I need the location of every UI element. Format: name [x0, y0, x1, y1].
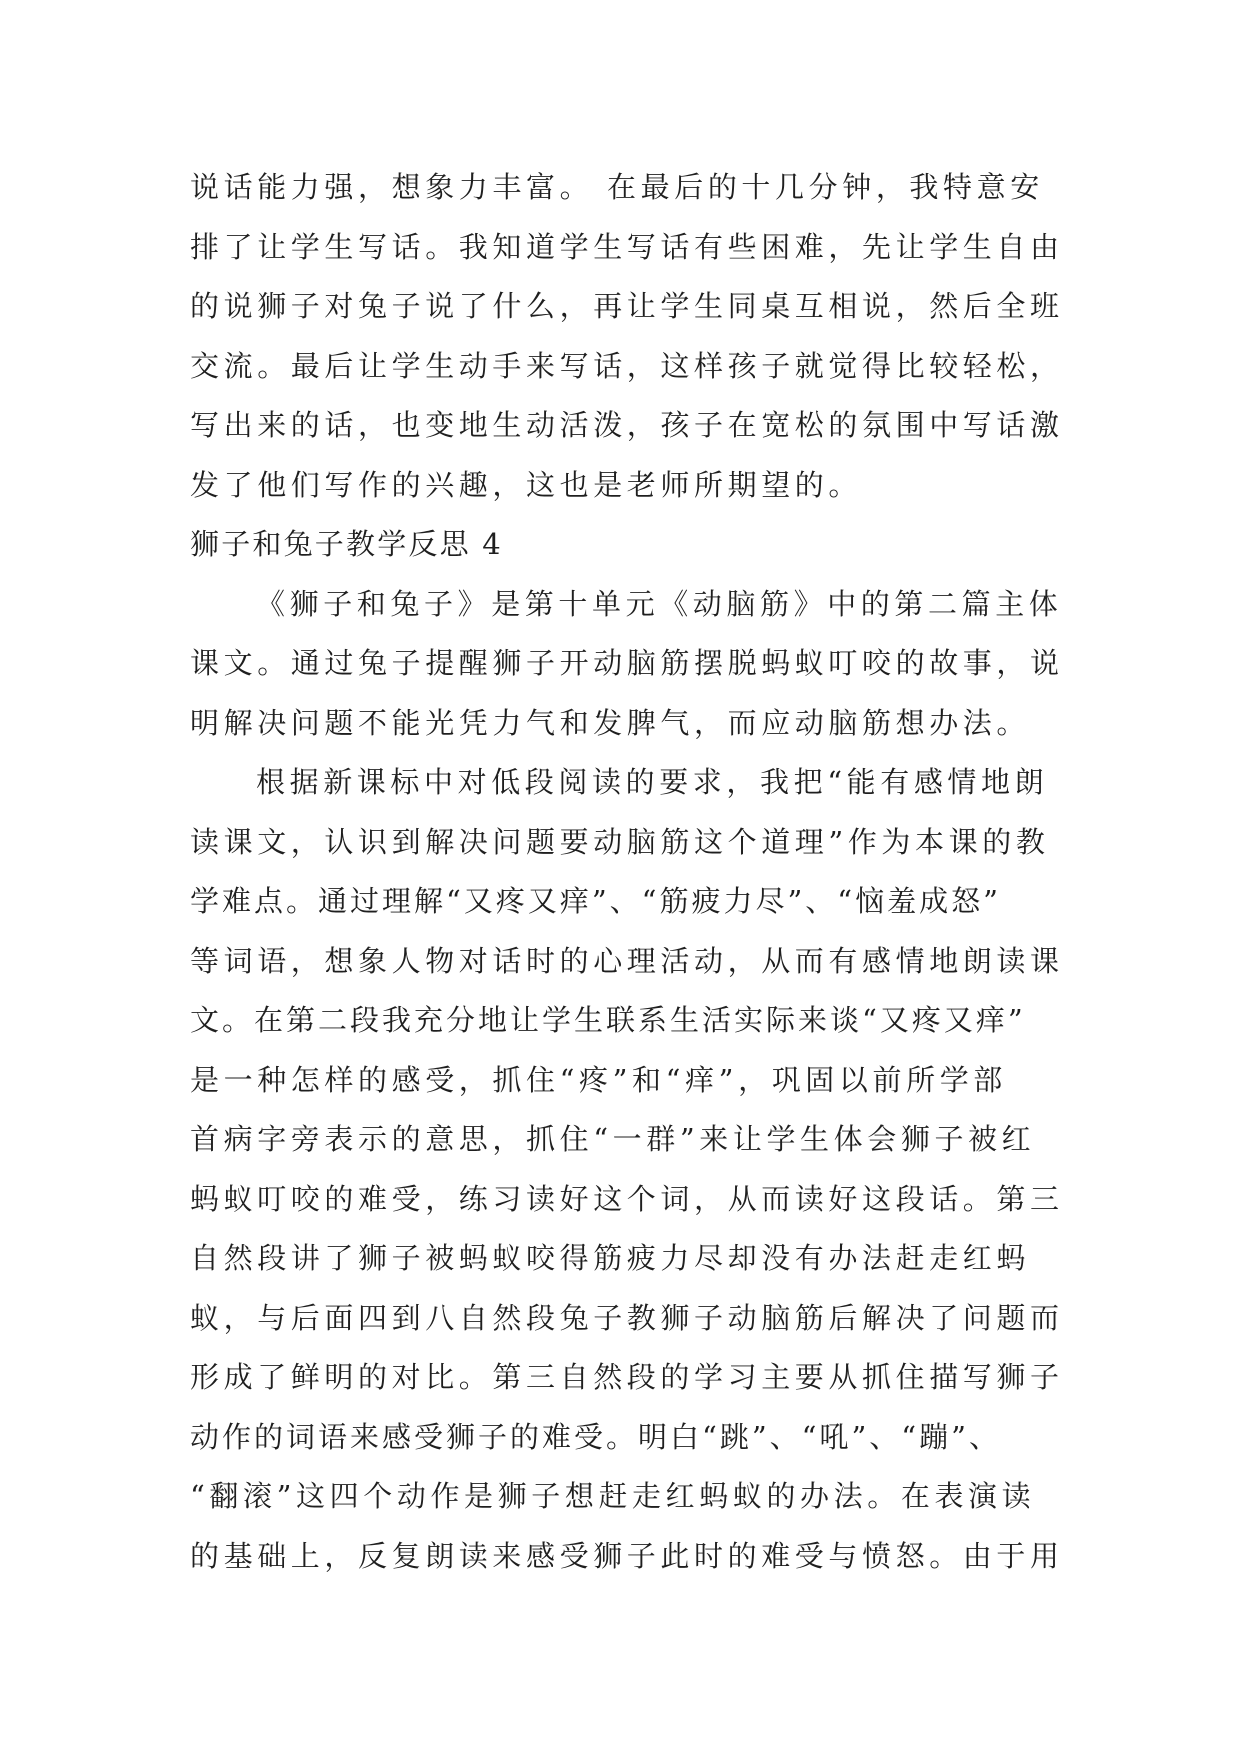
- text-line: 说话能力强，想象力丰富。 在最后的十几分钟，我特意安: [190, 170, 1044, 204]
- text-line: 形成了鲜明的对比。第三自然段的学习主要从抓住描写狮子: [190, 1360, 1064, 1394]
- text-line: 动作的词语来感受狮子的难受。明白“跳”、“吼”、“蹦”、: [190, 1419, 1001, 1454]
- text-line: 写出来的话，也变地生动活泼，孩子在宽松的氛围中写话激: [190, 408, 1064, 442]
- text-line: 蚁，与后面四到八自然段兔子教狮子动脑筋后解决了问题而: [190, 1300, 1064, 1335]
- text-line: “翻滚”这四个动作是狮子想赶走红蚂蚁的办法。在表演读: [190, 1479, 1036, 1513]
- paragraph-first-line: 根据新课标中对低段阅读的要求，我把“能有感情地朗: [256, 765, 1049, 799]
- text-line: 课文。通过兔子提醒狮子开动脑筋摆脱蚂蚁叮咬的故事，说: [190, 646, 1064, 680]
- text-line: 文。在第二段我充分地让学生联系生活实际来谈“又疼又痒”: [190, 1003, 1026, 1037]
- text-line: 学难点。通过理解“又疼又痒”、“筋疲力尽”、“恼羞成怒”: [190, 884, 1001, 918]
- text-line: 等词语，想象人物对话时的心理活动，从而有感情地朗读课: [190, 943, 1064, 978]
- text-line: 发了他们写作的兴趣，这也是老师所期望的。: [190, 467, 863, 502]
- text-line: 排了让学生写话。我知道学生写话有些困难，先让学生自由: [190, 229, 1064, 264]
- section-heading: 狮子和兔子教学反思 4: [190, 527, 503, 561]
- text-line: 是一种怎样的感受，抓住“疼”和“痒”，巩固以前所学部: [190, 1062, 1007, 1097]
- text-line: 明解决问题不能光凭力气和发脾气，而应动脑筋想办法。: [190, 705, 1031, 740]
- text-line: 交流。最后让学生动手来写话，这样孩子就觉得比较轻松，: [190, 348, 1064, 383]
- text-line: 读课文，认识到解决问题要动脑筋这个道理”作为本课的教: [190, 824, 1050, 859]
- text-line: 首病字旁表示的意思，抓住“一群”来让学生体会狮子被红: [190, 1122, 1036, 1156]
- text-line: 自然段讲了狮子被蚂蚁咬得筋疲力尽却没有办法赶走红蚂: [190, 1241, 1031, 1275]
- text-line: 的基础上，反复朗读来感受狮子此时的难受与愤怒。由于用: [190, 1538, 1064, 1573]
- paragraph-first-line: 《狮子和兔子》是第十单元《动脑筋》中的第二篇主体: [256, 586, 1063, 621]
- text-line: 的说狮子对兔子说了什么，再让学生同桌互相说，然后全班: [190, 289, 1064, 323]
- document-body: [190, 158, 1064, 1586]
- text-line: 蚂蚁叮咬的难受，练习读好这个词，从而读好这段话。第三: [190, 1181, 1064, 1216]
